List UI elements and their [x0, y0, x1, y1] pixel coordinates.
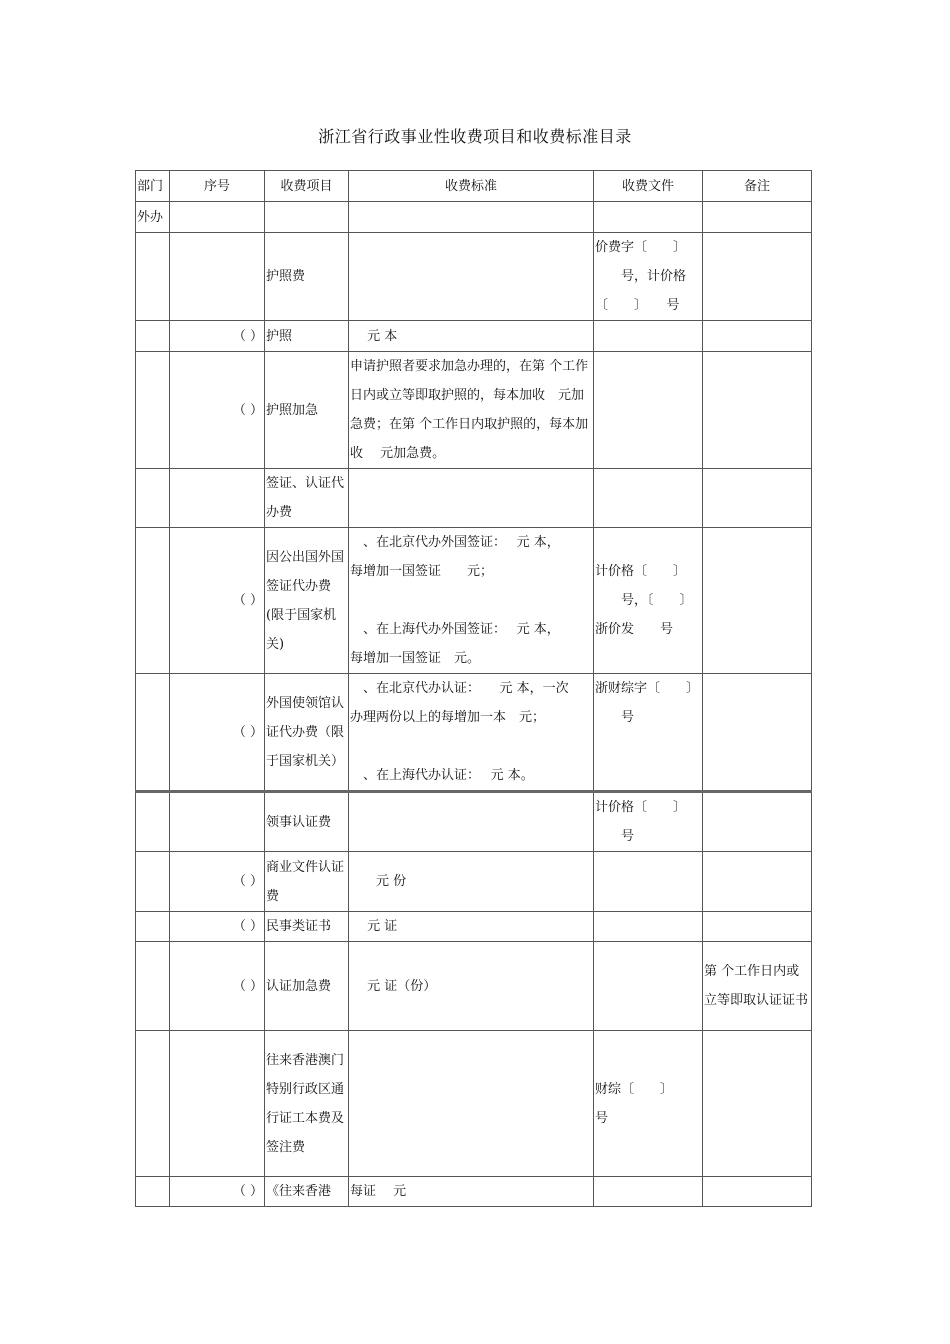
note-cell: [703, 321, 812, 352]
note-cell: [703, 202, 812, 233]
dept-cell: [136, 792, 170, 852]
seq-cell: [170, 792, 265, 852]
note-cell: [703, 792, 812, 852]
header-item: 收费项目: [265, 171, 349, 202]
doc-cell: [594, 202, 703, 233]
header-seq: 序号: [170, 171, 265, 202]
note-cell: [703, 233, 812, 321]
doc-cell: [594, 942, 703, 1031]
seq-cell: （ ）: [170, 1177, 265, 1207]
note-cell: 第 个工作日内或立等即取认证证书: [703, 942, 812, 1031]
note-cell: [703, 1177, 812, 1207]
dept-cell: [136, 528, 170, 674]
note-cell: [703, 528, 812, 674]
fee-table: [135, 170, 812, 1207]
standard-cell: 元 份: [349, 852, 594, 912]
doc-cell: [594, 852, 703, 912]
table-row: [136, 792, 812, 852]
dept-cell: [136, 674, 170, 792]
standard-cell: [349, 233, 594, 321]
seq-cell: （ ）: [170, 674, 265, 792]
table-row: [136, 469, 812, 528]
seq-cell: （ ）: [170, 912, 265, 942]
standard-cell: 元 证（份）: [349, 942, 594, 1031]
page-title: 浙江省行政事业性收费项目和收费标准目录: [318, 127, 632, 146]
doc-cell: 财综〔 〕 号: [594, 1031, 703, 1177]
standard-cell: [349, 1031, 594, 1177]
item-cell: 商业文件认证费: [265, 852, 349, 912]
seq-cell: [170, 233, 265, 321]
dept-cell: [136, 321, 170, 352]
table-row: [136, 202, 812, 233]
doc-cell: [594, 912, 703, 942]
item-cell: 民事类证书: [265, 912, 349, 942]
table-row: [136, 233, 812, 321]
standard-cell: [349, 469, 594, 528]
note-cell: [703, 352, 812, 469]
header-dept: 部门: [136, 171, 170, 202]
item-cell: 外国使领馆认证代办费（限于国家机关）: [265, 674, 349, 792]
note-cell: [703, 912, 812, 942]
seq-cell: （ ）: [170, 321, 265, 352]
standard-cell: [349, 202, 594, 233]
dept-cell: [136, 352, 170, 469]
item-cell: 护照加急: [265, 352, 349, 469]
header-doc: 收费文件: [594, 171, 703, 202]
standard-cell: 申请护照者要求加急办理的，在第 个工作日内或立等即取护照的，每本加收 元加急费；在第 个工作日内取护照的，每本加收 元加急费。: [349, 352, 594, 469]
dept-cell: [136, 1031, 170, 1177]
item-cell: 认证加急费: [265, 942, 349, 1031]
item-cell: [265, 202, 349, 233]
standard-cell: 、在北京代办认证： 元 本，一次 办理两份以上的每增加一本 元； 、在上海代办认证： 元 本。: [349, 674, 594, 792]
doc-cell: 计价格〔 〕 号，〔 〕 浙价发 号: [594, 528, 703, 674]
item-cell: 护照费: [265, 233, 349, 321]
header-note: 备注: [703, 171, 812, 202]
item-cell: 往来香港澳门特别行政区通行证工本费及签注费: [265, 1031, 349, 1177]
table-row: [136, 912, 812, 942]
doc-cell: 浙财综字〔 〕 号: [594, 674, 703, 792]
standard-cell: [349, 792, 594, 852]
note-cell: [703, 674, 812, 792]
doc-cell: [594, 321, 703, 352]
doc-cell: [594, 352, 703, 469]
doc-cell: [594, 469, 703, 528]
standard-cell: 元 本: [349, 321, 594, 352]
doc-cell: [594, 1177, 703, 1207]
header-standard: 收费标准: [349, 171, 594, 202]
seq-cell: [170, 469, 265, 528]
table-row: [136, 674, 812, 792]
table-row: [136, 321, 812, 352]
doc-cell: 计价格〔 〕 号: [594, 792, 703, 852]
table-row: [136, 942, 812, 1031]
table-row: [136, 1031, 812, 1177]
standard-cell: 元 证: [349, 912, 594, 942]
item-cell: 因公出国外国签证代办费(限于国家机关): [265, 528, 349, 674]
table-row: [136, 352, 812, 469]
seq-cell: （ ）: [170, 352, 265, 469]
dept-cell: [136, 1177, 170, 1207]
table-row: [136, 1177, 812, 1207]
item-cell: 护照: [265, 321, 349, 352]
dept-cell: [136, 233, 170, 321]
dept-cell: [136, 852, 170, 912]
note-cell: [703, 1031, 812, 1177]
item-cell: 领事认证费: [265, 792, 349, 852]
standard-cell: 、在北京代办外国签证： 元 本， 每增加一国签证 元； 、在上海代办外国签证： 元 本， 每增加一国签证 元。: [349, 528, 594, 674]
seq-cell: [170, 1031, 265, 1177]
standard-cell: 每证 元: [349, 1177, 594, 1207]
dept-cell: [136, 469, 170, 528]
dept-cell: 外办: [136, 202, 170, 233]
doc-cell: 价费字〔 〕 号，计价格 〔 〕 号: [594, 233, 703, 321]
seq-cell: [170, 202, 265, 233]
table-row: [136, 852, 812, 912]
note-cell: [703, 852, 812, 912]
table-row: [136, 528, 812, 674]
note-cell: [703, 469, 812, 528]
item-cell: 《往来香港: [265, 1177, 349, 1207]
seq-cell: （ ）: [170, 528, 265, 674]
item-cell: 签证、认证代办费: [265, 469, 349, 528]
dept-cell: [136, 912, 170, 942]
dept-cell: [136, 942, 170, 1031]
table-header-row: [136, 171, 812, 202]
seq-cell: （ ）: [170, 852, 265, 912]
seq-cell: （ ）: [170, 942, 265, 1031]
